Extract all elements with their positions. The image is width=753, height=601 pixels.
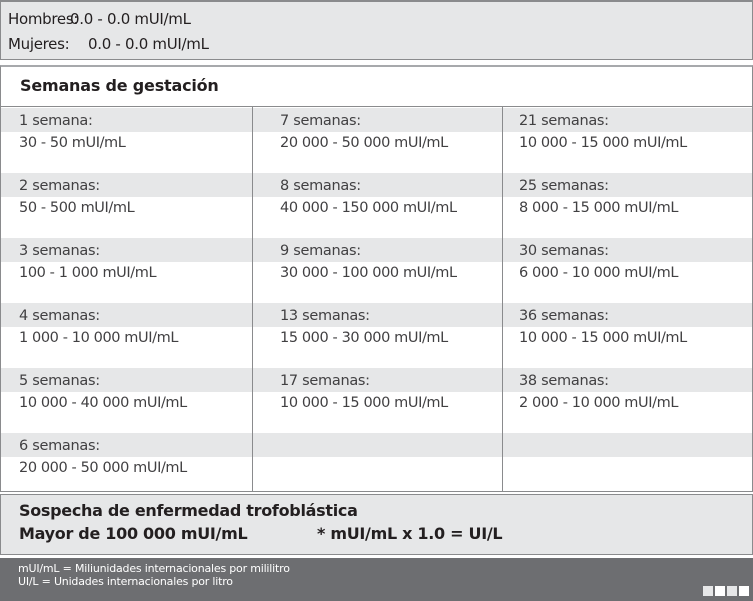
footer-note-miu: mUI/mL = Miliunidades internacionales por mililitro <box>18 562 290 575</box>
gestation-cell <box>503 237 753 302</box>
reference-men-value: 0.0 - 0.0 mUI/mL <box>70 10 191 28</box>
gestation-range-value: 10 000 - 15 000 mUI/mL <box>280 395 448 411</box>
decorative-square <box>715 586 725 596</box>
gestation-column-3 <box>502 107 753 491</box>
gestation-range-value: 15 000 - 30 000 mUI/mL <box>280 330 448 346</box>
decorative-square <box>739 586 749 596</box>
gestation-week-label: 21 semanas: <box>519 113 609 129</box>
gestation-table <box>0 65 753 492</box>
gestation-week-label: 1 semana: <box>19 113 93 129</box>
gestation-range-value: 1 000 - 10 000 mUI/mL <box>19 330 179 346</box>
reference-women-label: Mujeres: <box>8 35 70 53</box>
gestation-week-label: 4 semanas: <box>19 308 100 324</box>
gestation-cell <box>1 237 251 302</box>
gestation-range-value: 20 000 - 50 000 mUI/mL <box>280 135 448 151</box>
decorative-square <box>703 586 713 596</box>
gestation-cell <box>1 107 251 172</box>
reference-women-row <box>8 35 209 53</box>
gestation-cell <box>253 367 502 432</box>
gestation-cell <box>1 302 251 367</box>
reference-values-panel <box>0 0 753 60</box>
gestation-range-value: 2 000 - 10 000 mUI/mL <box>519 395 679 411</box>
gestation-column-1 <box>1 107 251 491</box>
gestation-cell <box>253 107 502 172</box>
gestation-range-value: 20 000 - 50 000 mUI/mL <box>19 460 187 476</box>
reference-men-row <box>8 10 191 28</box>
gestation-week-label: 30 semanas: <box>519 243 609 259</box>
decorative-square <box>727 586 737 596</box>
gestation-week-label: 36 semanas: <box>519 308 609 324</box>
gestation-range-value: 50 - 500 mUI/mL <box>19 200 135 216</box>
gestation-range-value: 100 - 1 000 mUI/mL <box>19 265 157 281</box>
gestation-cell <box>503 302 753 367</box>
footer-note-ui: UI/L = Unidades internacionales por litro <box>18 575 233 588</box>
gestation-range-value: 40 000 - 150 000 mUI/mL <box>280 200 457 216</box>
gestation-week-label: 6 semanas: <box>19 438 100 454</box>
gestation-range-value: 10 000 - 15 000 mUI/mL <box>519 330 687 346</box>
gestation-cell <box>503 107 753 172</box>
gestation-range-value: 8 000 - 15 000 mUI/mL <box>519 200 679 216</box>
gestation-week-label: 25 semanas: <box>519 178 609 194</box>
gestation-week-label: 38 semanas: <box>519 373 609 389</box>
gestation-week-label: 9 semanas: <box>280 243 361 259</box>
gestation-cell <box>503 172 753 237</box>
gestation-range-value: 30 000 - 100 000 mUI/mL <box>280 265 457 281</box>
gestation-week-label: 5 semanas: <box>19 373 100 389</box>
gestation-week-label: 8 semanas: <box>280 178 361 194</box>
gestation-cell <box>253 237 502 302</box>
gestation-title: Semanas de gestación <box>20 76 219 95</box>
reference-women-value: 0.0 - 0.0 mUI/mL <box>88 35 209 53</box>
gestation-range-value: 30 - 50 mUI/mL <box>19 135 126 151</box>
gestation-cell <box>1 367 251 432</box>
gestation-cell <box>253 302 502 367</box>
gestation-week-label: 17 semanas: <box>280 373 370 389</box>
gestation-range-value: 10 000 - 15 000 mUI/mL <box>519 135 687 151</box>
gestation-range-value: 6 000 - 10 000 mUI/mL <box>519 265 679 281</box>
gestation-cell <box>1 172 251 237</box>
unit-conversion: * mUI/mL x 1.0 = UI/L <box>317 524 503 543</box>
gestation-cell <box>503 367 753 432</box>
gestation-range-value: 10 000 - 40 000 mUI/mL <box>19 395 187 411</box>
gestation-cell <box>253 172 502 237</box>
gestation-column-2 <box>252 107 502 491</box>
footer-notes <box>0 558 753 601</box>
gestation-week-label: 13 semanas: <box>280 308 370 324</box>
reference-men-label: Hombres: <box>8 10 79 28</box>
gestation-cell <box>1 432 251 497</box>
trophoblastic-value: Mayor de 100 000 mUI/mL <box>19 524 248 543</box>
gestation-week-label: 7 semanas: <box>280 113 361 129</box>
gestation-week-label: 2 semanas: <box>19 178 100 194</box>
trophoblastic-title: Sospecha de enfermedad trofoblástica <box>19 501 358 520</box>
trophoblastic-panel <box>0 494 753 555</box>
gestation-week-label: 3 semanas: <box>19 243 100 259</box>
